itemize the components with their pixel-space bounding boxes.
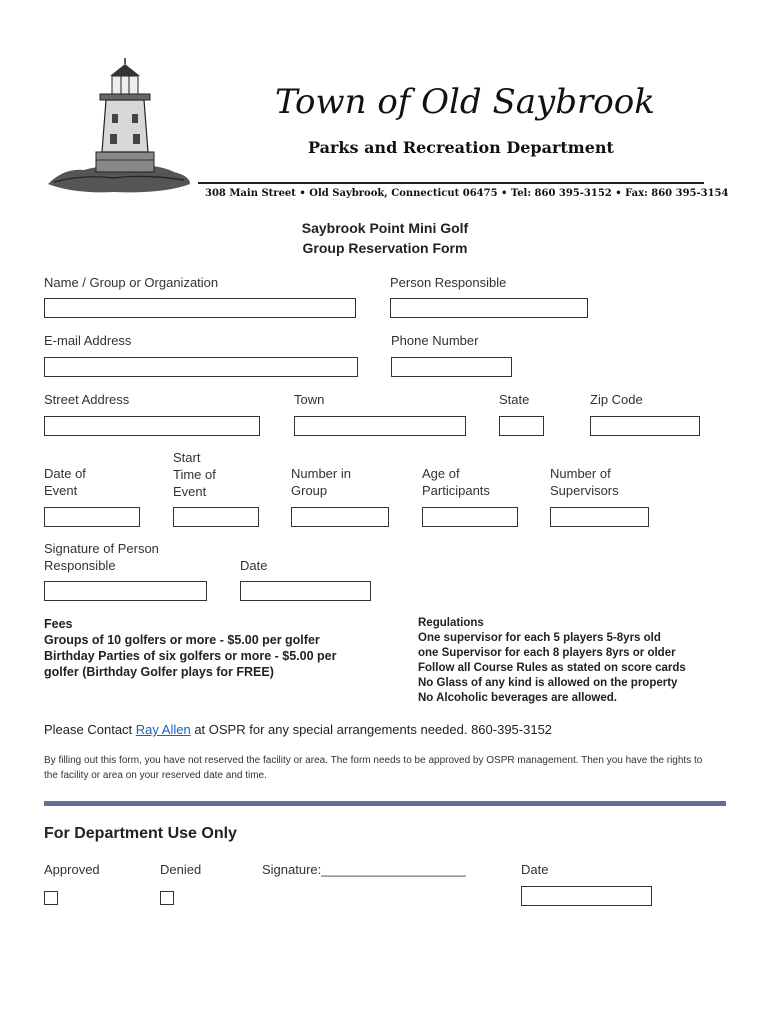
- signature-person-field[interactable]: [44, 581, 207, 601]
- street-field[interactable]: [44, 416, 260, 436]
- regulation-item: Follow all Course Rules as stated on score cards: [418, 662, 686, 674]
- department-use-heading: For Department Use Only: [44, 825, 237, 842]
- date-label: Date: [240, 558, 268, 573]
- town-title: Town of Old Saybrook: [275, 82, 655, 122]
- regulation-item: No Alcoholic beverages are allowed.: [418, 692, 617, 704]
- lighthouse-icon: [44, 56, 194, 196]
- number-of-supervisors-label: Number of Supervisors: [550, 466, 619, 498]
- name-group-label: Name / Group or Organization: [44, 275, 219, 290]
- state-label: State: [499, 392, 530, 407]
- signature-person-label: Signature of Person Responsible: [44, 541, 159, 573]
- denied-label: Denied: [160, 862, 202, 877]
- regulations-section: [418, 616, 738, 706]
- contact-suffix: at OSPR for any special arrangements needed. 860-395-3152: [190, 722, 553, 737]
- regulation-item: No Glass of any kind is allowed on the property: [418, 677, 678, 689]
- fees-heading: Fees: [44, 617, 73, 631]
- town-field[interactable]: [294, 416, 466, 436]
- state-field[interactable]: [499, 416, 544, 436]
- contact-prefix: Please Contact: [44, 722, 136, 737]
- form-title-line2: Group Reservation Form: [302, 240, 468, 256]
- email-label: E-mail Address: [44, 333, 132, 348]
- date-of-event-label: Date of Event: [44, 466, 86, 498]
- denied-checkbox[interactable]: [160, 891, 174, 905]
- age-of-participants-label: Age of Participants: [422, 466, 490, 498]
- number-in-group-field[interactable]: [291, 507, 389, 527]
- signature-label: Signature:____________________: [262, 862, 466, 877]
- phone-field[interactable]: [391, 357, 512, 377]
- contact-line: [44, 722, 552, 737]
- email-field[interactable]: [44, 357, 358, 377]
- fees-line: golfer (Birthday Golfer plays for FREE): [44, 665, 274, 679]
- approved-label: Approved: [44, 862, 100, 877]
- date-of-event-field[interactable]: [44, 507, 140, 527]
- number-in-group-label: Number in Group: [291, 466, 351, 498]
- regulation-item: one Supervisor for each 8 players 8yrs or older: [418, 647, 676, 659]
- disclaimer-text: By filling out this form, you have not reserved the facility or area. The form needs to be approved by OSPR management. Then you have the rights to the facility or area on your reserved date and time.: [44, 755, 703, 781]
- person-responsible-field[interactable]: [390, 298, 588, 318]
- department-date-field[interactable]: [521, 886, 652, 906]
- person-responsible-label: Person Responsible: [390, 275, 507, 290]
- fees-line: Groups of 10 golfers or more - $5.00 per golfer: [44, 633, 320, 647]
- date-field[interactable]: [240, 581, 371, 601]
- zip-label: Zip Code: [590, 392, 643, 407]
- age-of-participants-field[interactable]: [422, 507, 518, 527]
- start-time-field[interactable]: [173, 507, 259, 527]
- regulations-heading: Regulations: [418, 617, 484, 629]
- department-name: Parks and Recreation Department: [308, 138, 614, 157]
- section-divider: [44, 801, 726, 806]
- zip-field[interactable]: [590, 416, 700, 436]
- header-rule: [198, 182, 704, 184]
- form-title-line1: Saybrook Point Mini Golf: [301, 220, 469, 236]
- form-title: [0, 218, 770, 258]
- phone-label: Phone Number: [391, 333, 479, 348]
- approved-checkbox[interactable]: [44, 891, 58, 905]
- header-address: 308 Main Street • Old Saybrook, Connecticut 06475 • Tel: 860 395-3152 • Fax: 860 395-3154: [205, 188, 729, 199]
- street-label: Street Address: [44, 392, 130, 407]
- town-label: Town: [294, 392, 325, 407]
- start-time-label: Start Time of Event: [173, 450, 216, 499]
- number-of-supervisors-field[interactable]: [550, 507, 649, 527]
- regulation-item: One supervisor for each 5 players 5-8yrs old: [418, 632, 661, 644]
- name-group-field[interactable]: [44, 298, 356, 318]
- fees-line: Birthday Parties of six golfers or more - $5.00 per: [44, 649, 337, 663]
- contact-link[interactable]: Ray Allen: [135, 722, 191, 737]
- fees-section: [44, 616, 384, 680]
- department-date-label: Date: [521, 862, 549, 877]
